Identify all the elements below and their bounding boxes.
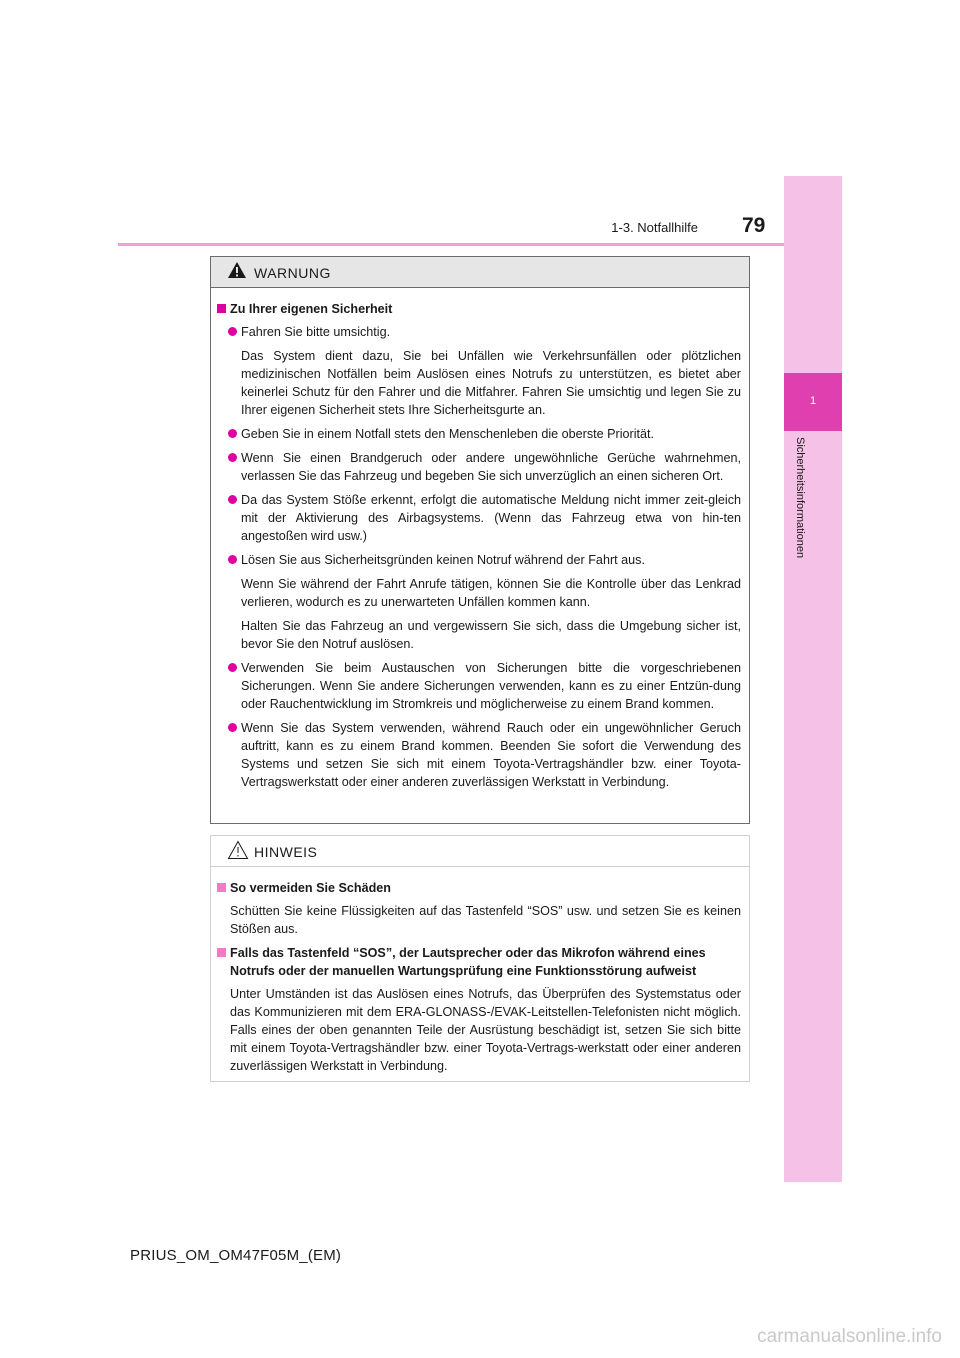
warning-triangle-icon [227, 261, 247, 282]
notice-text: Schütten Sie keine Flüssigkeiten auf das Tastenfeld “SOS” usw. und setzen Sie es keinen Stößen aus. [230, 904, 741, 936]
list-item: Wenn Sie einen Brandgeruch oder andere ungewöhnliche Gerüche wahrnehmen, verlassen Sie das Fahrzeug und begeben Sie sich unverzüglich an einen sicheren Ort. [217, 449, 741, 485]
round-bullet-icon [228, 429, 237, 438]
document-code: PRIUS_OM_OM47F05M_(EM) [130, 1247, 342, 1264]
list-item: Da das System Stöße erkennt, erfolgt die automatische Meldung nicht immer zeit-gleich mit der Aktivierung des Airbagsystems. (Wenn das Fahrzeug etwa von hin-ten angestoßen wird usw.) [217, 491, 741, 545]
caution-triangle-icon [227, 840, 249, 863]
round-bullet-icon [228, 663, 237, 672]
list-item: Wenn Sie das System verwenden, während Rauch oder ein ungewöhnlicher Geruch auftritt, kann es zu einem Brand kommen. Beenden Sie sofort die Verwendung des Systems und setzen Sie sich mit einem Toyota-Vertragshändler bzw. einer Toyota-Vertragswerkstatt oder einer anderen zuverlässigen Werkstatt in Verbindung. [217, 719, 741, 791]
notice-heading: Falls das Tastenfeld “SOS”, der Lautsprecher oder das Mikrofon während eines Notrufs oder der manuellen Wartungsprüfung eine Funktionsstörung aufweist [217, 944, 741, 980]
round-bullet-icon [228, 327, 237, 336]
square-bullet-icon [217, 304, 226, 313]
notice-text: Unter Umständen ist das Auslösen eines Notrufs, das Überprüfen des Systemstatus oder das Kommunizieren mit dem ERA-GLONASS-/EVAK-Leitstellen-Telefonisten nicht möglich. Falls eines der oben genannten Teile der Ausrüstung beschädigt ist, setzen Sie sich bitte mit einem Toyota-Vertragshändler bzw. einer Toyota-Vertrags-werkstatt oder einer anderen zuverlässigen Werkstatt in Verbindung. [230, 987, 741, 1073]
section-title: 1-3. Notfallhilfe [611, 220, 698, 235]
round-bullet-icon [228, 495, 237, 504]
warning-content [211, 288, 749, 791]
item-detail: Das System dient dazu, Sie bei Unfällen wie Verkehrsunfällen oder plötzlichen medizinischen Notfällen beim Auslösen eines Notrufs zu unterstützen, es bietet aber keinerlei Schutz für den Fahrer und die Mitfahrer. Fahren Sie umsichtig und legen Sie zu Ihrer eigenen Sicherheit stets Ihre Sicherheitsgurte an. [241, 349, 741, 417]
watermark: carmanualsonline.info [757, 1326, 942, 1347]
notice-box [210, 835, 750, 1082]
list-item: Lösen Sie aus Sicherheitsgründen keinen Notruf während der Fahrt aus. [217, 551, 741, 569]
warning-box [210, 256, 750, 824]
square-bullet-icon [217, 948, 226, 957]
round-bullet-icon [228, 723, 237, 732]
header-rule [118, 243, 784, 246]
list-item: Geben Sie in einem Notfall stets den Menschenleben die oberste Priorität. [217, 425, 741, 443]
square-bullet-icon [217, 883, 226, 892]
notice-content [211, 867, 749, 1075]
item-detail: Wenn Sie während der Fahrt Anrufe tätigen, können Sie die Kontrolle über das Lenkrad verlieren, wodurch es zu unerwarteten Unfällen kommen kann. [241, 577, 741, 609]
chapter-number: 1 [809, 395, 817, 407]
list-item: Verwenden Sie beim Austauschen von Sicherungen bitte die vorgeschriebenen Sicherungen. Wenn Sie andere Sicherungen verwenden, kann es zu einer Entzün-dung oder Rauchentwicklung im Stromkreis und möglicherweise zu einem Brand kommen. [217, 659, 741, 713]
round-bullet-icon [228, 453, 237, 462]
round-bullet-icon [228, 555, 237, 564]
notice-header [211, 836, 749, 867]
chapter-number-block [784, 373, 842, 431]
list-item: Fahren Sie bitte umsichtig. [217, 323, 741, 341]
notice-heading: So vermeiden Sie Schäden [217, 879, 741, 897]
notice-title: HINWEIS [254, 844, 318, 860]
chapter-title: Sicherheitsinformationen [794, 437, 806, 559]
warning-title: WARNUNG [254, 265, 331, 281]
warning-header [211, 257, 749, 288]
warning-heading: Zu Ihrer eigenen Sicherheit [217, 300, 741, 318]
item-detail: Halten Sie das Fahrzeug an und vergewissern Sie sich, dass die Umgebung sicher ist, bevor Sie den Notruf auslösen. [241, 619, 741, 651]
page-number: 79 [742, 214, 766, 237]
chapter-side-tab [784, 176, 842, 1182]
